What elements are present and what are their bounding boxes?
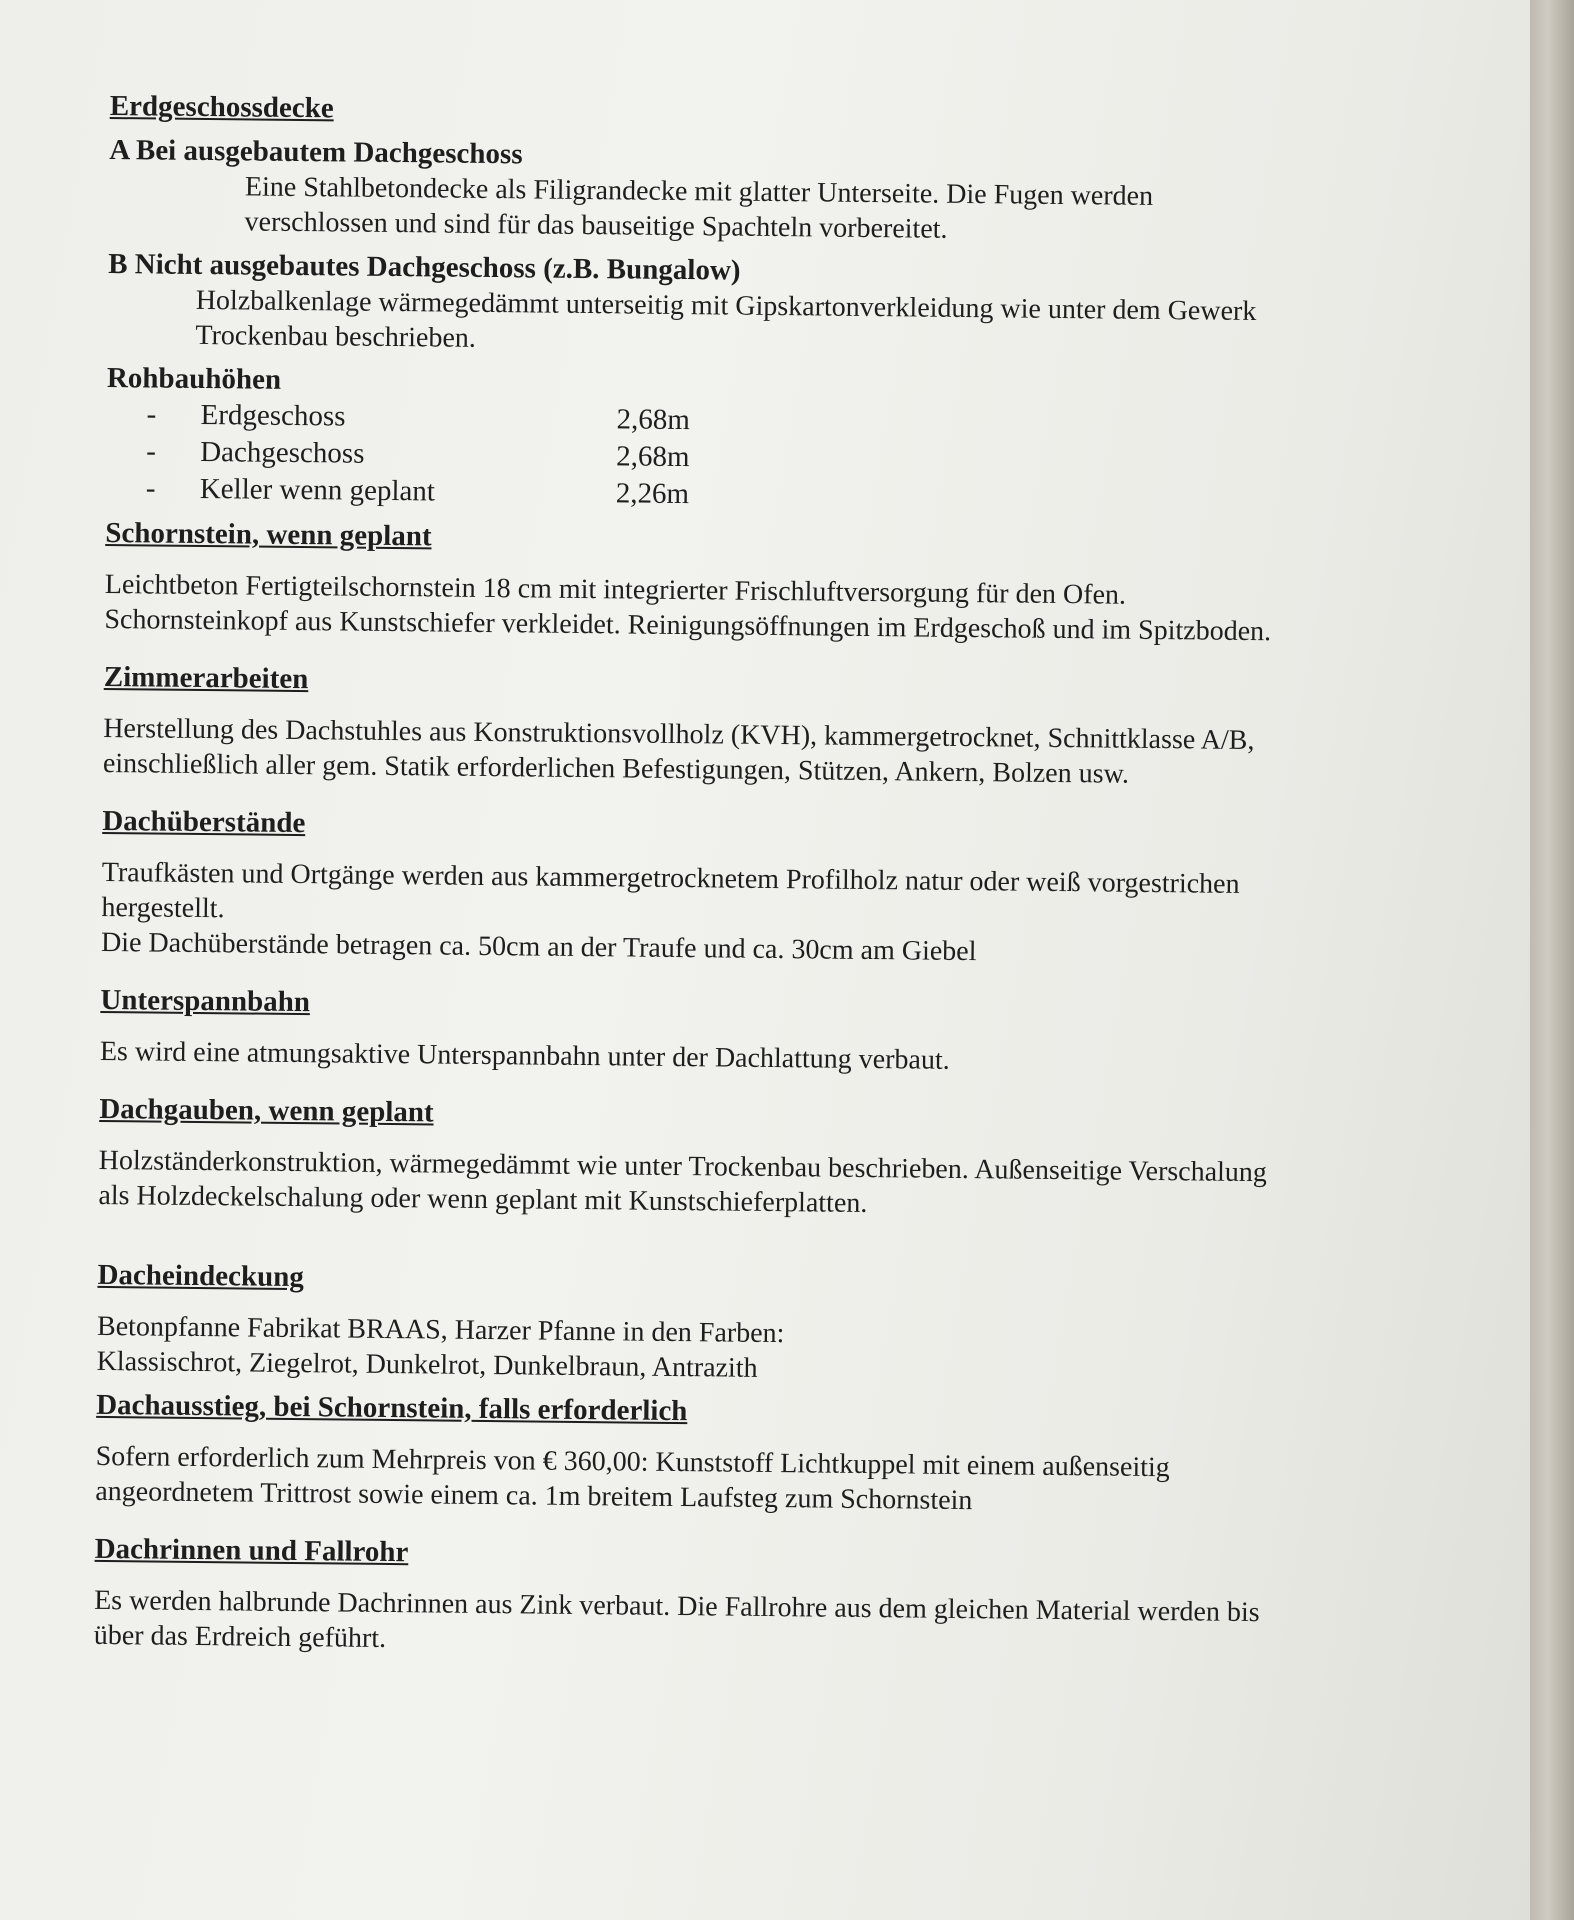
heading-dachgauben: Dachgauben, wenn geplant	[99, 1092, 434, 1129]
heading-zimmerarbeiten: Zimmerarbeiten	[103, 660, 309, 696]
heading-schornstein: Schornstein, wenn geplant	[105, 516, 432, 553]
text-dachausstieg: Sofern erforderlich zum Mehrpreis von € 360,00: Kunststoff Lichtkuppel mit einem außenseitig angeordnetem Trittrost sowie einem ca. 1m breitem Laufsteg zum Schornstein	[95, 1440, 1170, 1517]
document-content	[94, 88, 1300, 1665]
list-dash: -	[146, 435, 157, 468]
list-dash: -	[146, 398, 157, 431]
text-dachrinnen: Es werden halbrunde Dachrinnen aus Zink verbaut. Die Fallrohre aus dem gleichen Material werden bis über das Erdreich geführt.	[93, 1584, 1260, 1654]
text-dacheindeckung-1: Betonpfanne Fabrikat BRAAS, Harzer Pfanne in den Farben:	[96, 1310, 785, 1350]
heading-unterspannbahn: Unterspannbahn	[100, 983, 311, 1019]
list-label: Erdgeschoss	[200, 398, 346, 433]
heading-dachausstieg: Dachausstieg, bei Schornstein, falls erforderlich	[96, 1388, 688, 1428]
heading-dachueberstaende: Dachüberstände	[102, 804, 306, 840]
text-dachueberstaende-1: Traufkästen und Ortgänge werden aus kammergetrocknetem Profilholz natur oder weiß vorgestrichen hergestellt.	[101, 856, 1240, 925]
text-dachgauben: Holzständerkonstruktion, wärmegedämmt wie unter Trockenbau beschrieben. Außenseitige Verschalung als Holzdeckelschalung oder wenn geplant mit Kunstschieferplatten.	[98, 1144, 1268, 1219]
text-zimmerarbeiten: Herstellung des Dachstuhles aus Konstruktionsvollholz (KVH), kammergetrocknet, Schnittklasse A/B, einschließlich aller gem. Statik erforderlichen Befestigungen, Stützen, Ankern, Bolzen usw.	[102, 712, 1255, 790]
heading-dachrinnen: Dachrinnen und Fallrohr	[94, 1532, 409, 1569]
list-label: Keller wenn geplant	[199, 472, 436, 508]
rohbau-list	[106, 396, 1297, 519]
list-label: Dachgeschoss	[200, 435, 365, 470]
text-dachueberstaende-2: Die Dachüberstände betragen ca. 50cm an der Traufe und ca. 30cm am Giebel	[100, 926, 977, 968]
text-a: Eine Stahlbetondecke als Filigrandecke mit glatter Unterseite. Die Fugen werden verschlossen und sind für das bauseitige Spachteln vorbereitet.	[244, 171, 1154, 245]
subheading-a: A Bei ausgebautem Dachgeschoss	[109, 133, 523, 171]
heading-dacheindeckung: Dacheindeckung	[97, 1258, 304, 1294]
page-edge-shadow	[1530, 0, 1574, 1920]
text-b: Holzbalkenlage wärmegedämmt unterseitig mit Gipskartonverkleidung wie unter dem Gewerk Trockenbau beschrieben.	[195, 284, 1257, 354]
text-unterspannbahn: Es wird eine atmungsaktive Unterspannbahn unter der Dachlattung verbaut.	[99, 1035, 950, 1076]
text-schornstein: Leichtbeton Fertigteilschornstein 18 cm mit integrierter Frischluftversorgung für den Ofen. Schornsteinkopf aus Kunstschiefer verkleidet. Reinigungsöffnungen im Erdgeschoß und im Spitzboden.	[104, 568, 1272, 648]
list-dash: -	[145, 472, 156, 505]
list-value: 2,26m	[615, 477, 690, 511]
heading-rohbauhoehen: Rohbauhöhen	[106, 361, 282, 396]
list-value: 2,68m	[616, 403, 691, 437]
subheading-b: B Nicht ausgebautes Dachgeschoss (z.B. Bungalow)	[107, 247, 741, 287]
heading-erdgeschossdecke: Erdgeschossdecke	[109, 89, 334, 125]
text-dacheindeckung-2: Klassischrot, Ziegelrot, Dunkelrot, Dunkelbraun, Antrazith	[96, 1345, 758, 1384]
list-value: 2,68m	[616, 440, 690, 474]
